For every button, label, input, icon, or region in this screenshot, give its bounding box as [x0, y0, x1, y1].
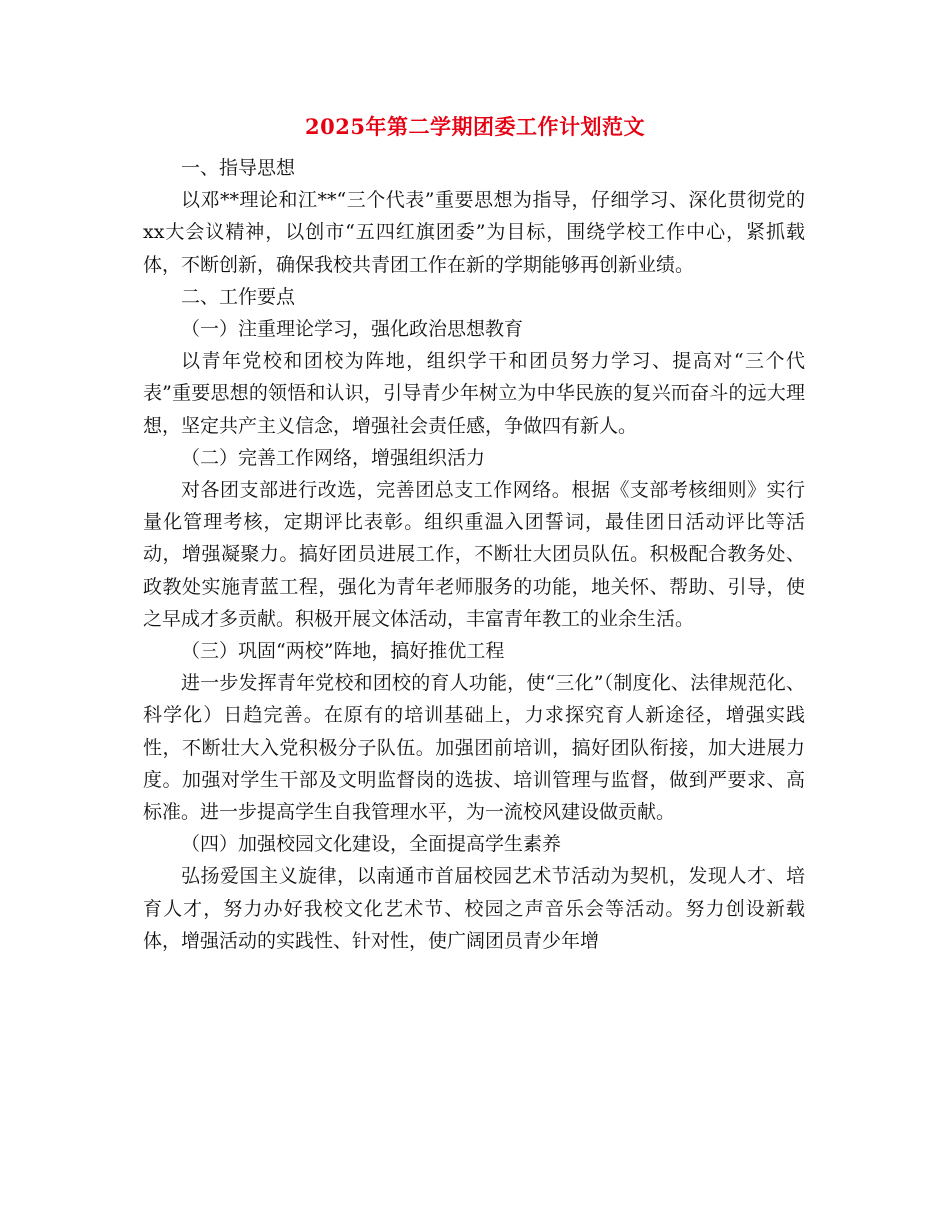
- document-body: [143, 152, 805, 957]
- section-heading-work-points: 二、工作要点: [181, 285, 296, 308]
- paragraph-campus-culture: 弘扬爱国主义旋律，以南通市首届校园艺术节活动为契机，发现人才、培育人才，努力办好我校文化艺术节、校园之声音乐会等活动。努力创设新载体，增强活动的实践性、针对性，使广阔团员青少年增: [143, 865, 805, 952]
- document-title: 2025年第二学期团委工作计划范文: [305, 114, 645, 139]
- subheading-campus-culture: （四）加强校园文化建设，全面提高学生素养: [181, 833, 562, 856]
- subheading-theory-study: （一）注重理论学习，强化政治思想教育: [181, 318, 524, 341]
- paragraph-two-schools: 进一步发挥青年党校和团校的育人功能，使“三化”（制度化、法律规范化、科学化）日趋完善。在原有的培训基础上，力求探究育人新途径，增强实践性，不断壮大入党积极分子队伍。加强团前培训，搞好团队衔接，加大进展力度。加强对学生干部及文明监督岗的选拔、培训管理与监督，做到严要求、高标准。进一步提高学生自我管理水平，为一流校风建设做贡献。: [143, 672, 805, 824]
- paragraph-theory-study: 以青年党校和团校为阵地，组织学干和团员努力学习、提高对“三个代表”重要思想的领悟和认识，引导青少年树立为中华民族的复兴而奋斗的远大理想，坚定共产主义信念，增强社会责任感，争做四有新人。: [143, 350, 805, 437]
- paragraph-guiding-ideology: 以邓**理论和江**“三个代表”重要思想为指导，仔细学习、深化贯彻党的xx大会议精神，以创市“五四红旗团委”为目标，围绕学校工作中心，紧抓载体，不断创新，确保我校共青团工作在新的学期能够再创新业绩。: [143, 189, 805, 276]
- subheading-work-network: （二）完善工作网络，增强组织活力: [181, 446, 486, 469]
- section-heading-guiding-ideology: 一、指导思想: [181, 157, 296, 179]
- subheading-two-schools: （三）巩固“两校”阵地，搞好推优工程: [181, 640, 505, 663]
- paragraph-work-network: 对各团支部进行改选，完善团总支工作网络。根据《支部考核细则》实行量化管理考核，定期评比表彰。组织重温入团誓词，最佳团日活动评比等活动，增强凝聚力。搞好团员进展工作，不断壮大团员队伍。积极配合教务处、政教处实施青蓝工程，强化为青年老师服务的功能，地关怀、帮助、引导，使之早成才多贡献。积极开展文体活动，丰富青年教工的业余生活。: [143, 479, 805, 630]
